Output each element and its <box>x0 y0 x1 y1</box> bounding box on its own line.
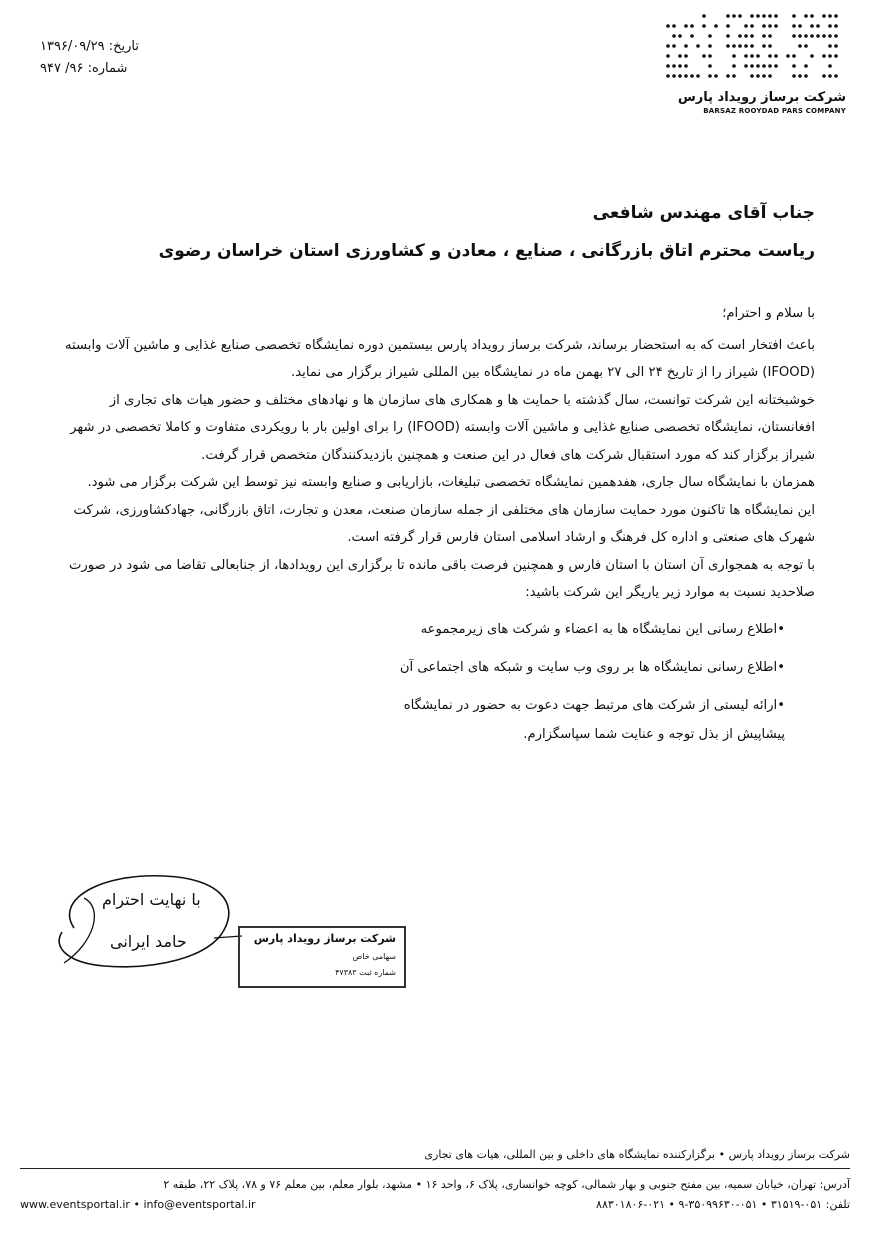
company-stamp <box>238 926 406 988</box>
signature-loop-icon <box>44 868 244 978</box>
footer-divider <box>20 1168 850 1169</box>
bullet-item: •اطلاع رسانی این نمایشگاه ها به اعضاء و شرکت های زیرمجموعه <box>420 621 785 637</box>
closing-line: پیشاپیش از بذل توجه و عنایت شما سپاسگزارم. <box>523 726 785 742</box>
dot-grid-logo-icon <box>662 10 852 90</box>
letter-body <box>55 300 815 748</box>
recipient-name: جناب آقای مهندس شافعی <box>592 203 815 223</box>
letter-date: تاریخ: ۱۳۹۶/۰۹/۲۹ <box>40 39 140 54</box>
footer-phones: تلفن: ۰۵۱-۳۱۵۱۹ • ۰۵۱-۳۵۰۹۹۶۳۰-۹ • ۰۲۱-۸۸۳۰۱۸۰۶ <box>596 1198 850 1211</box>
stamp-line-3: شماره ثبت ۴۷۳۸۳ <box>335 968 396 977</box>
paragraph-2: خوشبختانه این شرکت توانست، سال گذشته با حمایت ها و همکاری های سازمان ها و نهادهای مختلف و حضور هیات های تجاری از افغانستان، نمایشگاه تخصصی صنایع غذایی و ماشین آلات وابسته (IFOOD) را برای اولین بار با رویکردی متفاوت و کاملا تخصصی در شهر شیراز برگزار کند که مورد استقبال شرکت های فعال در این صنعت و همچنین بازدیدکنندگان متخصص قرار گرفت. <box>70 392 815 463</box>
signature-name: حامد ایرانی <box>110 932 187 951</box>
paragraph-4: این نمایشگاه ها تاکنون مورد حمایت سازمان های مختلفی از جمله سازمان صنعت، معدن و تجارت، اتاق بازرگانی، جهادکشاورزی، شرکت شهرک های صنعتی و اداره کل فرهنگ و ارشاد اسلامی استان فارس قرار گرفته است. <box>73 502 815 545</box>
recipient-block <box>55 198 815 268</box>
letter-footer <box>20 1146 850 1215</box>
bullet-item: •اطلاع رسانی نمایشگاه ها بر روی وب سایت و شبکه های اجتماعی آن <box>399 659 785 675</box>
stamp-title: شرکت برساز رویداد پارس <box>253 932 396 945</box>
recipient-title: ریاست محترم اتاق بازرگانی ، صنایع ، معادن و کشاورزی استان خراسان رضوی <box>158 241 815 261</box>
company-logo <box>662 10 852 115</box>
signature-block <box>44 868 244 978</box>
logo-company-en: BARSAZ ROOYDAD PARS COMPANY <box>703 107 846 115</box>
paragraph-1: باعث افتخار است که به استحضار برساند، شرکت برساز رویداد پارس بیستمین دوره نمایشگاه تخصصی صنایع غذایی و ماشین آلات وابسته (IFOOD) شیراز را از تاریخ ۲۴ الی ۲۷ بهمن ماه در نمایشگاه بین المللی شیراز برگزار می نماید. <box>64 337 815 380</box>
letter-meta <box>40 36 280 80</box>
signature-regards: با نهایت احترام <box>102 890 201 909</box>
footer-contact-row <box>20 1195 850 1215</box>
footer-address: آدرس: تهران، خیابان سمیه، بین مفتح جنوبی و بهار شمالی، کوچه خوانساری، پلاک ۶، واحد ۱۶ • مشهد، بلوار معلم، بین معلم ۷۶ و ۷۸، پلاک ۲۲، طبقه ۲ <box>163 1178 850 1191</box>
letter-number: شماره: ۹۶/ ۹۴۷ <box>40 61 128 76</box>
paragraph-5: با توجه به همجواری آن استان با استان فارس و همچنین فرصت باقی مانده تا برگزاری این رویدادها، از جنابعالی تقاضا می شود در صورت صلاحدید نسبت به موارد زیر یاریگر این شرکت باشید: <box>68 557 815 600</box>
footer-tagline: شرکت برساز رویداد پارس • برگزارکننده نمایشگاه های داخلی و بین المللی، هیات های تجاری <box>424 1148 850 1161</box>
footer-web-email: www.eventsportal.ir • info@eventsportal.ir <box>20 1198 256 1211</box>
paragraph-3: همزمان با نمایشگاه سال جاری، هفدهمین نمایشگاه تخصصی تبلیغات، بازاریابی و صنایع وابسته نیز توسط این شرکت برگزار می شود. <box>87 475 815 490</box>
stamp-line-2: سهامی خاص <box>352 952 396 961</box>
greeting: با سلام و احترام؛ <box>722 306 815 321</box>
logo-company-fa: شرکت برساز رویداد پارس <box>677 90 846 105</box>
bullet-item: •ارائه لیستی از شرکت های مرتبط جهت دعوت به حضور در نمایشگاه <box>403 697 785 713</box>
